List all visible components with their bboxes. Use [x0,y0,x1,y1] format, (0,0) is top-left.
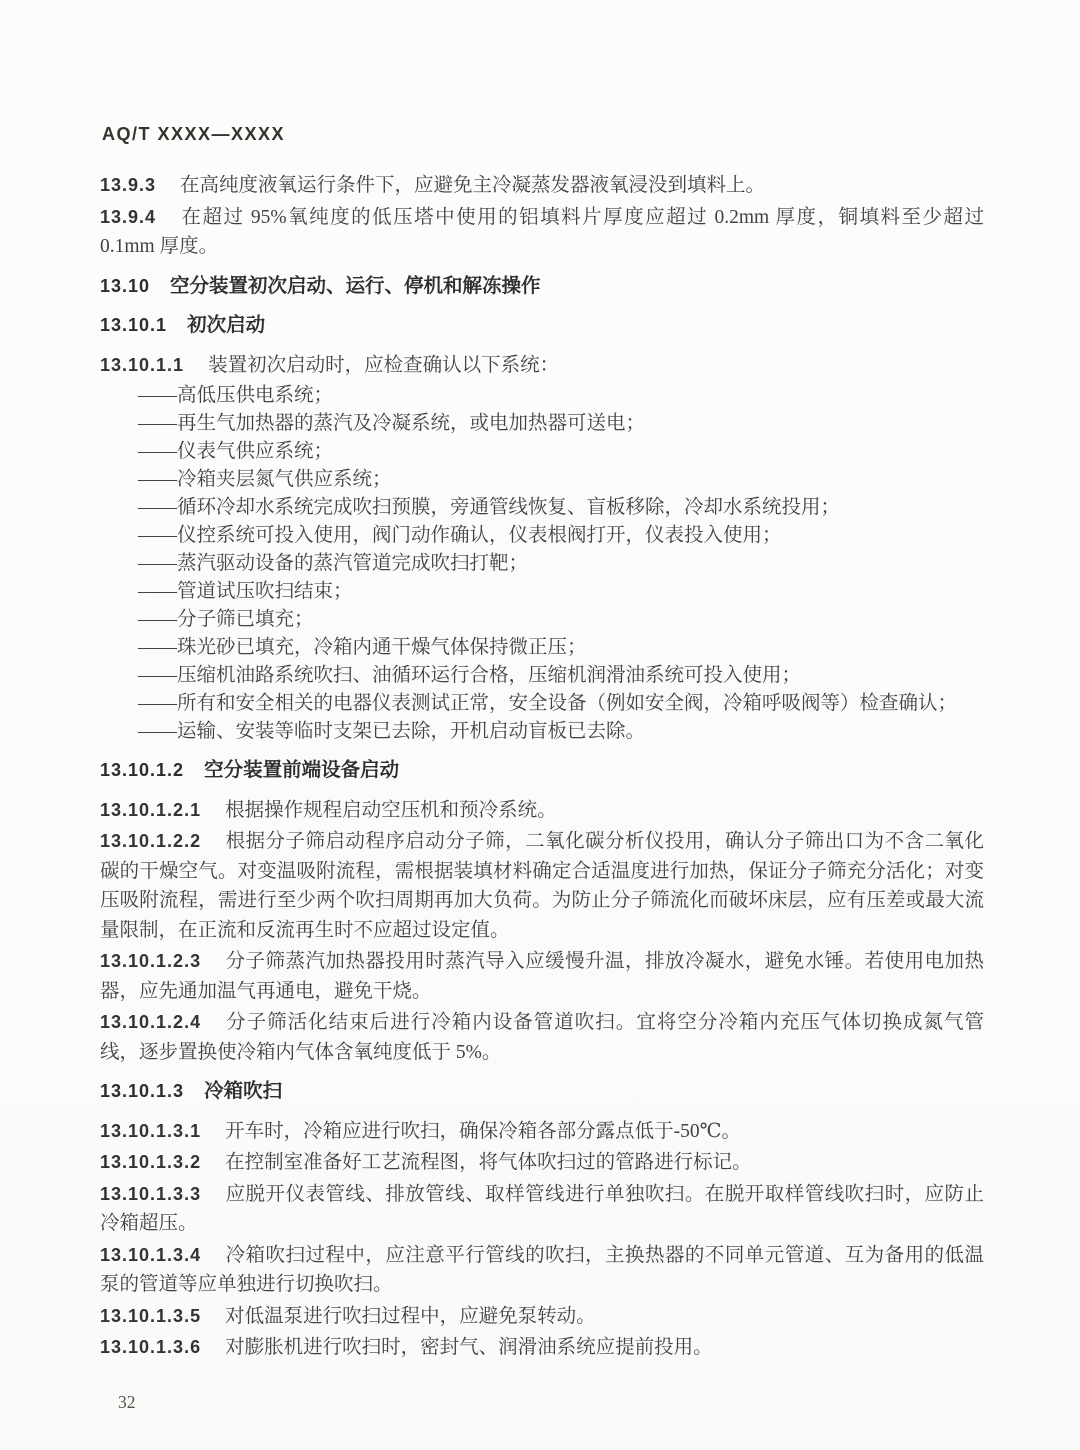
clause-paragraph [100,1148,984,1178]
dash-list-item [100,634,984,662]
clause-text: 冷箱吹扫过程中，应注意平行管线的吹扫，主换热器的不同单元管道、互为备用的低温泵的管道等应单独进行切换吹扫。 [100,1244,984,1295]
dash-list-item [100,410,984,438]
clause-text: 应脱开仪表管线、排放管线、取样管线进行单独吹扫。在脱开取样管线吹扫时，应防止冷箱超压。 [100,1183,984,1234]
clause-number: 13.10.1.3.6 [100,1337,202,1357]
clause-number: 13.10.1.3 [100,1081,185,1101]
clause-text: 初次启动 [187,314,266,336]
clause-number: 13.10.1.3.4 [100,1244,202,1265]
section-heading [100,311,984,341]
dash-list-item [100,466,984,494]
dash-item-text: ——管道试压吹扫结束； [138,581,353,602]
dash-item-text: ——珠光砂已填充，冷箱内通干燥气体保持微正压； [138,637,587,658]
dash-item-text: ——分子筛已填充； [138,609,314,630]
clause-paragraph [100,1180,984,1239]
clause-text: 在控制室准备好工艺流程图，将气体吹扫过的管路进行标记。 [225,1152,752,1173]
dash-item-text: ——仪控系统可投入使用，阀门动作确认，仪表根阀打开，仪表投入使用； [138,525,782,546]
clause-paragraph [100,1302,984,1332]
clause-paragraph [100,1333,984,1363]
clause-text: 分子筛活化结束后进行冷箱内设备管道吹扫。宜将空分冷箱内充压气体切换成氮气管线，逐步置换使冷箱内气体含氧纯度低于 5%。 [100,1012,984,1063]
dash-item-text: ——冷箱夹层氮气供应系统； [138,469,392,490]
clause-text: 在高纯度液氧运行条件下，应避免主冷凝蒸发器液氧浸没到填料上。 [180,175,766,196]
section-heading [100,756,984,786]
clause-number: 13.9.4 [100,206,157,227]
dash-item-text: ——高低压供电系统； [138,385,334,406]
clause-number: 13.10.1.3.5 [100,1305,202,1326]
clause-paragraph [100,947,984,1006]
clause-number: 13.10.1.2 [100,760,185,780]
dash-item-text: ——运输、安装等临时支架已去除，开机启动盲板已去除。 [138,721,646,742]
clause-number: 13.10.1.2.3 [100,951,202,971]
dash-item-text: ——仪表气供应系统； [138,441,334,462]
clause-number: 13.10 [100,275,151,296]
clause-paragraph [100,1241,984,1300]
clause-text: 空分装置前端设备启动 [204,759,400,781]
dash-list-item [100,718,984,746]
clause-paragraph [100,1117,984,1147]
clause-paragraph [100,171,984,201]
section-heading [100,1077,984,1107]
clause-number: 13.10.1.1 [100,354,185,375]
dash-list-item [100,690,984,718]
clause-number: 13.10.1 [100,315,168,335]
dash-list-item [100,662,984,690]
dash-item-text: ——所有和安全相关的电器仪表测试正常，安全设备（例如安全阀，冷箱呼吸阀等）检查确认； [138,693,958,714]
clause-number: 13.10.1.2.4 [100,1012,202,1032]
document-body [100,171,984,1365]
dash-list-item [100,382,984,410]
clause-text: 对低温泵进行吹扫过程中，应避免泵转动。 [225,1305,596,1327]
clause-text: 根据分子筛启动程序启动分子筛，二氧化碳分析仪投用，确认分子筛出口为不含二氧化碳的干燥空气。对变温吸附流程，需根据装填材料确定合适温度进行加热，保证分子筛充分活化；对变压吸附流程，需进行至少两个吹扫周期再加大负荷。为防止分子筛流化而破坏床层，应有压差或最大流量限制，在正流和反流再生时不应超过设定值。 [100,831,984,941]
dash-list-item [100,578,984,606]
dash-list-item [100,550,984,578]
dash-item-text: ——循环冷却水系统完成吹扫预膜，旁通管线恢复、盲板移除，冷却水系统投用； [138,497,841,518]
clause-text: 冷箱吹扫 [204,1080,283,1102]
clause-text: 分子筛蒸汽加热器投用时蒸汽导入应缓慢升温，排放冷凝水，避免水锤。若使用电加热器，应先通加温气再通电，避免干烧。 [100,951,984,1002]
clause-number: 13.10.1.2.2 [100,831,202,851]
dash-list-item [100,606,984,634]
clause-number: 13.10.1.3.2 [100,1152,202,1172]
clause-number: 13.10.1.3.1 [100,1120,202,1141]
clause-paragraph [100,1008,984,1067]
dash-list-item [100,494,984,522]
clause-paragraph [100,351,984,381]
clause-paragraph [100,827,984,945]
clause-text: 根据操作规程启动空压机和预冷系统。 [225,799,557,821]
clause-text: 在超过 95%氧纯度的低压塔中使用的铝填料片厚度应超过 0.2mm 厚度，铜填料至少超过 0.1mm 厚度。 [100,206,984,257]
clause-text: 开车时，冷箱应进行吹扫，确保冷箱各部分露点低于-50℃。 [225,1120,741,1142]
section-heading [100,272,984,302]
dash-item-text: ——压缩机油路系统吹扫、油循环运行合格，压缩机润滑油系统可投入使用； [138,665,802,686]
document-header-code: AQ/T XXXX—XXXX [102,124,286,144]
clause-number: 13.10.1.3.3 [100,1183,202,1204]
clause-number: 13.10.1.2.1 [100,799,202,820]
clause-text: 装置初次启动时，应检查确认以下系统： [208,354,560,376]
clause-paragraph [100,796,984,826]
dash-item-text: ——蒸汽驱动设备的蒸汽管道完成吹扫打靶； [138,553,529,574]
clause-text: 空分装置初次启动、运行、停机和解冻操作 [170,274,541,297]
clause-paragraph [100,203,984,262]
dash-item-text: ——再生气加热器的蒸汽及冷凝系统，或电加热器可送电； [138,413,646,434]
dash-list-item [100,522,984,550]
dash-list-item [100,438,984,466]
clause-number: 13.9.3 [100,175,157,195]
clause-text: 对膨胀机进行吹扫时，密封气、润滑油系统应提前投用。 [225,1337,713,1358]
page-number: 32 [118,1392,136,1412]
